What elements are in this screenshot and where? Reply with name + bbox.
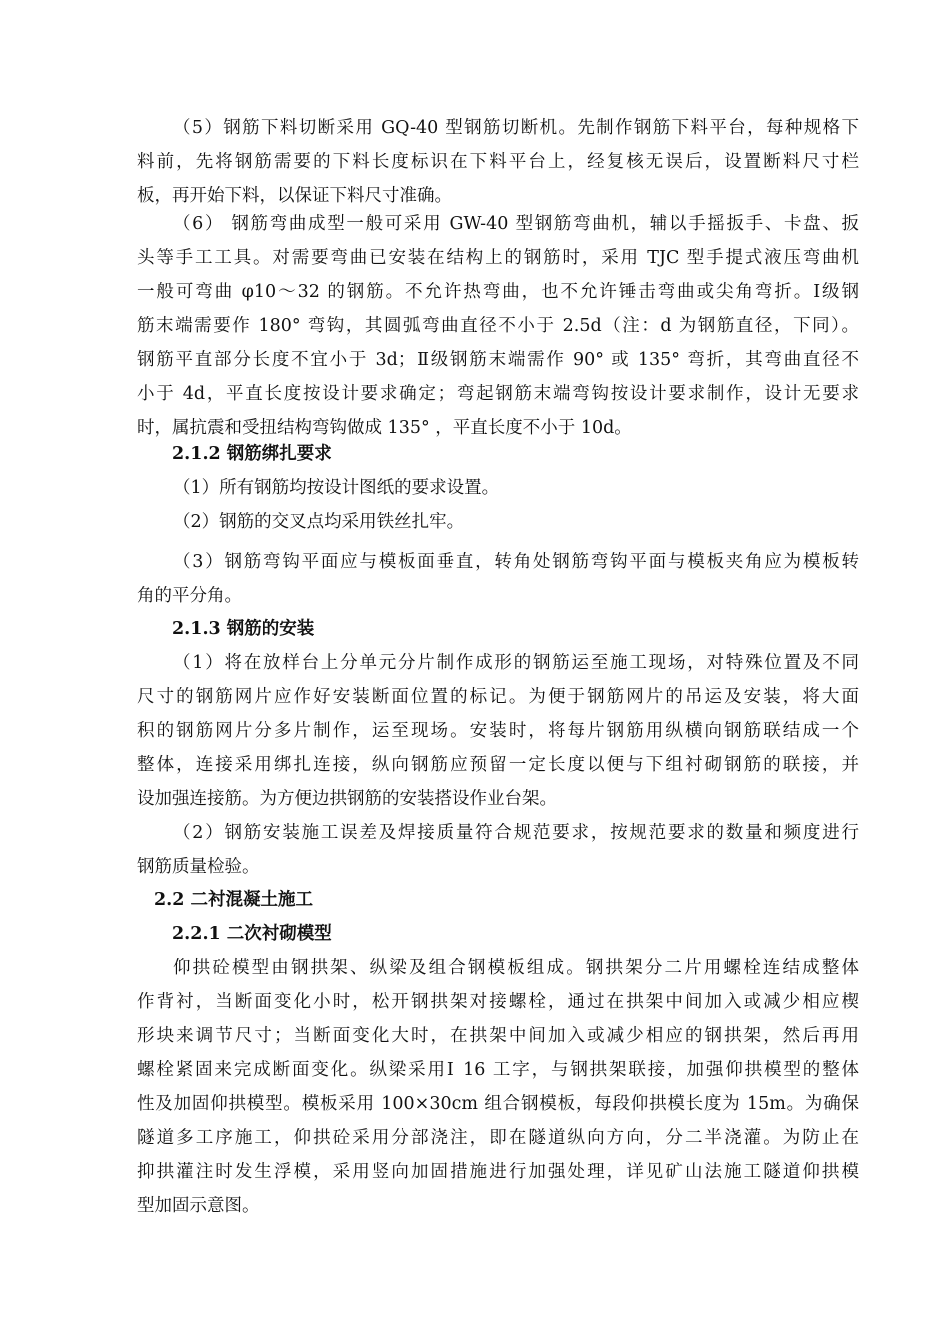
text-line: （1）所有钢筋均按设计图纸的要求设置。	[173, 478, 500, 498]
text-line: （2）钢筋安装施工误差及焊接质量符合规范要求，按规范要求的数量和频度进行	[173, 823, 859, 843]
install-item-1	[137, 646, 859, 816]
text-line: 钢筋平直部分长度不宜小于 3d；Ⅱ级钢筋末端需作 90° 或 135° 弯折，其弯曲直径不	[137, 350, 859, 370]
paragraph-lining-formwork	[137, 951, 859, 1223]
section-heading-2-1-3: 2.1.3 钢筋的安装	[172, 619, 315, 639]
text-line: （5）钢筋下料切断采用 GQ-40 型钢筋切断机。先制作钢筋下料平台，每种规格下	[173, 118, 859, 138]
section-heading-2-2-1: 2.2.1 二次衬砌模型	[172, 924, 332, 944]
text-line: 型加固示意图。	[137, 1196, 260, 1216]
paragraph-6	[137, 207, 859, 445]
text-line: 时，属抗震和受扭结构弯钩做成 135° ，平直长度不小于 10d。	[137, 418, 632, 438]
text-line: 积的钢筋网片分多片制作，运至现场。安装时，将每片钢筋用纵横向钢筋联结成一个	[137, 721, 859, 741]
item-1	[137, 471, 859, 505]
text-line: 性及加固仰拱模型。模板采用 100×30cm 组合钢模板，每段仰拱模长度为 15m。为确保	[137, 1094, 859, 1114]
text-line: 隧道多工序施工，仰拱砼采用分部浇注，即在隧道纵向方向，分二半浇灌。为防止在	[137, 1128, 859, 1148]
text-line: 钢筋质量检验。	[137, 857, 260, 877]
text-line: （2）钢筋的交叉点均采用铁丝扎牢。	[173, 512, 465, 532]
text-line: （6） 钢筋弯曲成型一般可采用 GW-40 型钢筋弯曲机，辅以手摇扳手、卡盘、扳	[173, 214, 859, 234]
text-line: 小于 4d，平直长度按设计要求确定；弯起钢筋末端弯钩按设计要求制作，设计无要求	[137, 384, 859, 404]
text-line: 螺栓紧固来完成断面变化。纵梁采用Ⅰ 16 工字，与钢拱架联接，加强仰拱模型的整体	[137, 1060, 859, 1080]
item-2	[137, 505, 859, 539]
text-line: 头等手工工具。对需要弯曲已安装在结构上的钢筋时，采用 TJC 型手提式液压弯曲机	[137, 248, 859, 268]
paragraph-5	[137, 111, 859, 213]
text-line: 形块来调节尺寸；当断面变化大时，在拱架中间加入或减少相应的钢拱架，然后再用	[137, 1026, 859, 1046]
text-line: 设加强连接筋。为方便边拱钢筋的安装搭设作业台架。	[137, 789, 557, 809]
install-item-2	[137, 816, 859, 884]
text-line: （3）钢筋弯钩平面应与模板面垂直，转角处钢筋弯钩平面与模板夹角应为模板转	[173, 552, 859, 572]
text-line: 尺寸的钢筋网片应作好安装断面位置的标记。为便于钢筋网片的吊运及安装，将大面	[137, 687, 859, 707]
section-heading-2-2: 2.2 二衬混凝土施工	[154, 890, 314, 910]
text-line: 仰拱砼模型由钢拱架、纵梁及组合钢模板组成。钢拱架分二片用螺栓连结成整体	[173, 958, 859, 978]
text-line: 板，再开始下料，以保证下料尺寸准确。	[137, 186, 452, 206]
text-line: （1）将在放样台上分单元分片制作成形的钢筋运至施工现场，对特殊位置及不同	[173, 653, 859, 673]
text-line: 作背衬，当断面变化小时，松开钢拱架对接螺栓，通过在拱架中间加入或减少相应楔	[137, 992, 859, 1012]
text-line: 抑拱灌注时发生浮模，采用竖向加固措施进行加强处理，详见矿山法施工隧道仰拱模	[137, 1162, 859, 1182]
text-line: 筋末端需要作 180° 弯钩，其圆弧弯曲直径不小于 2.5d（注：d 为钢筋直径，下同）。	[137, 316, 859, 336]
section-heading-2-1-2: 2.1.2 钢筋绑扎要求	[172, 444, 332, 464]
text-line: 角的平分角。	[137, 586, 242, 606]
text-line: 料前，先将钢筋需要的下料长度标识在下料平台上，经复核无误后，设置断料尺寸栏	[137, 152, 859, 172]
text-line: 一般可弯曲 φ10～32 的钢筋。不允许热弯曲，也不允许锤击弯曲或尖角弯折。Ⅰ级钢	[137, 282, 859, 302]
text-line: 整体，连接采用绑扎连接，纵向钢筋应预留一定长度以便与下组衬砌钢筋的联接，并	[137, 755, 859, 775]
item-3	[137, 545, 859, 613]
